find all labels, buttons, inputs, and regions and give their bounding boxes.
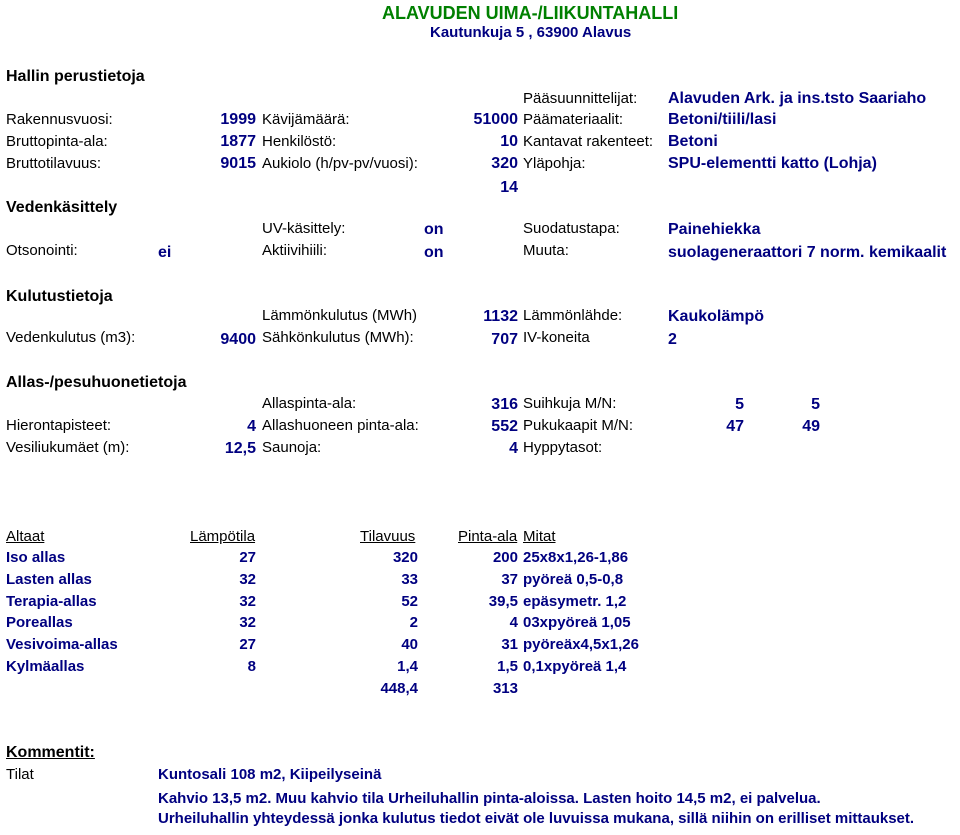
comments-heading: Kommentit: bbox=[6, 744, 95, 761]
kavijamaara-value: 51000 bbox=[473, 111, 518, 128]
pukukaapit-label: Pukukaapit M/N: bbox=[523, 417, 634, 434]
aukiolo-label: Aukiolo (h/pv-pv/vuosi): bbox=[262, 155, 418, 172]
table-cell-volume: 33 bbox=[401, 571, 418, 588]
col-header-tilavuus: Tilavuus bbox=[360, 528, 416, 545]
comment-line-3: Urheiluhallin yhteydessä jonka kulutus tiedot eivät ole luvuissa mukana, sillä niihin on erilliset mittaukset. bbox=[158, 810, 915, 827]
table-cell-area: 39,5 bbox=[488, 593, 518, 610]
page-title: ALAVUDEN UIMA-/LIIKUNTAHALLI bbox=[382, 3, 679, 23]
lammonlahde-value: Kaukolämpö bbox=[668, 308, 765, 325]
table-cell-temp: 27 bbox=[239, 549, 256, 566]
uv-label: UV-käsittely: bbox=[262, 220, 346, 237]
saunoja-label: Saunoja: bbox=[262, 439, 322, 456]
bruttopinta-value: 1877 bbox=[220, 133, 256, 150]
allaspinta-value: 316 bbox=[491, 396, 518, 413]
uv-value: on bbox=[424, 221, 444, 238]
comment-line-2: Kahvio 13,5 m2. Muu kahvio tila Urheiluhallin pinta-aloissa. Lasten hoito 14,5 m2, ei palvelua. bbox=[158, 790, 821, 807]
muuta-label: Muuta: bbox=[523, 242, 569, 259]
table-cell-volume: 320 bbox=[392, 549, 418, 566]
hieronta-label: Hierontapisteet: bbox=[6, 417, 112, 434]
table-cell-area: 31 bbox=[501, 636, 518, 653]
table-cell-name: Lasten allas bbox=[6, 571, 92, 588]
col-header-lampotila: Lämpötila bbox=[190, 528, 256, 545]
materiaalit-label: Päämateriaalit: bbox=[523, 111, 624, 128]
table-cell-name: Vesivoima-allas bbox=[6, 636, 118, 653]
materiaalit-value: Betoni/tiili/lasi bbox=[668, 111, 777, 128]
suodatus-label: Suodatustapa: bbox=[523, 220, 620, 237]
table-cell-area: 1,5 bbox=[497, 658, 518, 675]
table-cell-temp: 32 bbox=[239, 571, 256, 588]
table-cell-dims: 03xpyöreä 1,05 bbox=[523, 614, 631, 631]
total-area: 313 bbox=[492, 680, 518, 697]
vesi-label: Vedenkulutus (m3): bbox=[6, 329, 136, 346]
suunnittelijat-value: Alavuden Ark. ja ins.tsto Saariaho bbox=[668, 90, 927, 107]
table-cell-dims: pyöreäx4,5x1,26 bbox=[523, 636, 639, 653]
col-header-altaat: Altaat bbox=[6, 528, 45, 545]
otsonointi-label: Otsonointi: bbox=[6, 242, 78, 259]
kantavat-label: Kantavat rakenteet: bbox=[523, 133, 654, 150]
table-cell-volume: 1,4 bbox=[397, 658, 418, 675]
table-cell-name: Iso allas bbox=[6, 549, 66, 566]
saunoja-value: 4 bbox=[509, 440, 518, 457]
water-heading: Vedenkäsittely bbox=[6, 199, 118, 216]
table-cell-temp: 8 bbox=[247, 658, 256, 675]
consumption-heading: Kulutustietoja bbox=[6, 288, 113, 305]
table-cell-area: 200 bbox=[492, 549, 518, 566]
hieronta-value: 4 bbox=[247, 418, 256, 435]
henkilosto-value: 10 bbox=[500, 133, 518, 150]
table-cell-area: 37 bbox=[501, 571, 518, 588]
table-cell-volume: 40 bbox=[401, 636, 418, 653]
table-cell-name: Terapia-allas bbox=[6, 593, 97, 610]
table-cell-volume: 52 bbox=[401, 593, 418, 610]
table-cell-volume: 2 bbox=[409, 614, 418, 631]
suunnittelijat-label: Pääsuunnittelijat: bbox=[523, 90, 638, 107]
col-header-pinta-ala: Pinta-ala bbox=[458, 528, 518, 545]
table-cell-dims: 25x8x1,26-1,86 bbox=[523, 549, 629, 566]
rakennusvuosi-label: Rakennusvuosi: bbox=[6, 111, 113, 128]
tilat-label: Tilat bbox=[6, 766, 34, 783]
aukiolo-value: 320 bbox=[491, 155, 518, 172]
pesuhuone-value: 552 bbox=[491, 418, 518, 435]
ylapohja-label: Yläpohja: bbox=[523, 155, 586, 172]
suihkuja-n-value: 5 bbox=[811, 396, 820, 413]
table-cell-temp: 27 bbox=[239, 636, 256, 653]
hyppy-label: Hyppytasot: bbox=[523, 439, 603, 456]
henkilosto-label: Henkilöstö: bbox=[262, 133, 337, 150]
sahko-label: Sähkönkulutus (MWh): bbox=[262, 329, 414, 346]
total-volume: 448,4 bbox=[380, 680, 418, 697]
aktiivihiili-label: Aktiivihiili: bbox=[262, 242, 328, 259]
ylapohja-value: SPU-elementti katto (Lohja) bbox=[668, 155, 877, 172]
table-cell-name: Kylmäallas bbox=[6, 658, 85, 675]
vesiliuku-label: Vesiliukumäet (m): bbox=[6, 439, 130, 456]
kavijamaara-label: Kävijämäärä: bbox=[262, 111, 350, 128]
iv-value: 2 bbox=[668, 331, 677, 348]
pukukaapit-m-value: 47 bbox=[726, 418, 744, 435]
kantavat-value: Betoni bbox=[668, 133, 718, 150]
table-cell-temp: 32 bbox=[239, 614, 256, 631]
table-cell-dims: 0,1xpyöreä 1,4 bbox=[523, 658, 627, 675]
address: Kautunkuja 5 , 63900 Alavus bbox=[430, 24, 632, 41]
bruttopinta-label: Bruttopinta-ala: bbox=[6, 133, 108, 150]
rakennusvuosi-value: 1999 bbox=[220, 111, 256, 128]
aukiolo-value-2: 14 bbox=[500, 179, 518, 196]
table-cell-temp: 32 bbox=[239, 593, 256, 610]
muuta-value: suolageneraattori 7 norm. kemikaalit bbox=[668, 244, 947, 261]
sahko-value: 707 bbox=[491, 331, 518, 348]
pesuhuone-label: Allashuoneen pinta-ala: bbox=[262, 417, 419, 434]
suihkuja-label: Suihkuja M/N: bbox=[523, 395, 617, 412]
suihkuja-m-value: 5 bbox=[735, 396, 744, 413]
lammonlahde-label: Lämmönlähde: bbox=[523, 307, 623, 324]
table-cell-dims: epäsymetr. 1,2 bbox=[523, 593, 627, 610]
pukukaapit-n-value: 49 bbox=[802, 418, 820, 435]
col-header-mitat: Mitat bbox=[523, 528, 556, 545]
lammon-label: Lämmönkulutus (MWh) bbox=[262, 307, 418, 324]
table-cell-area: 4 bbox=[509, 614, 518, 631]
bruttotilavuus-value: 9015 bbox=[220, 155, 256, 172]
allaspinta-label: Allaspinta-ala: bbox=[262, 395, 357, 412]
table-cell-name: Poreallas bbox=[6, 614, 73, 631]
vesi-value: 9400 bbox=[220, 331, 256, 348]
aktiivihiili-value: on bbox=[424, 244, 444, 261]
pool-heading: Allas-/pesuhuonetietoja bbox=[6, 374, 187, 391]
vesiliuku-value: 12,5 bbox=[224, 440, 256, 457]
basic-heading: Hallin perustietoja bbox=[6, 68, 145, 85]
suodatus-value: Painehiekka bbox=[668, 221, 761, 238]
table-cell-dims: pyöreä 0,5-0,8 bbox=[523, 571, 624, 588]
otsonointi-value: ei bbox=[158, 244, 172, 261]
iv-label: IV-koneita bbox=[523, 329, 590, 346]
bruttotilavuus-label: Bruttotilavuus: bbox=[6, 155, 102, 172]
comment-line-1: Kuntosali 108 m2, Kiipeilyseinä bbox=[158, 766, 382, 783]
lammon-value: 1132 bbox=[483, 308, 518, 325]
